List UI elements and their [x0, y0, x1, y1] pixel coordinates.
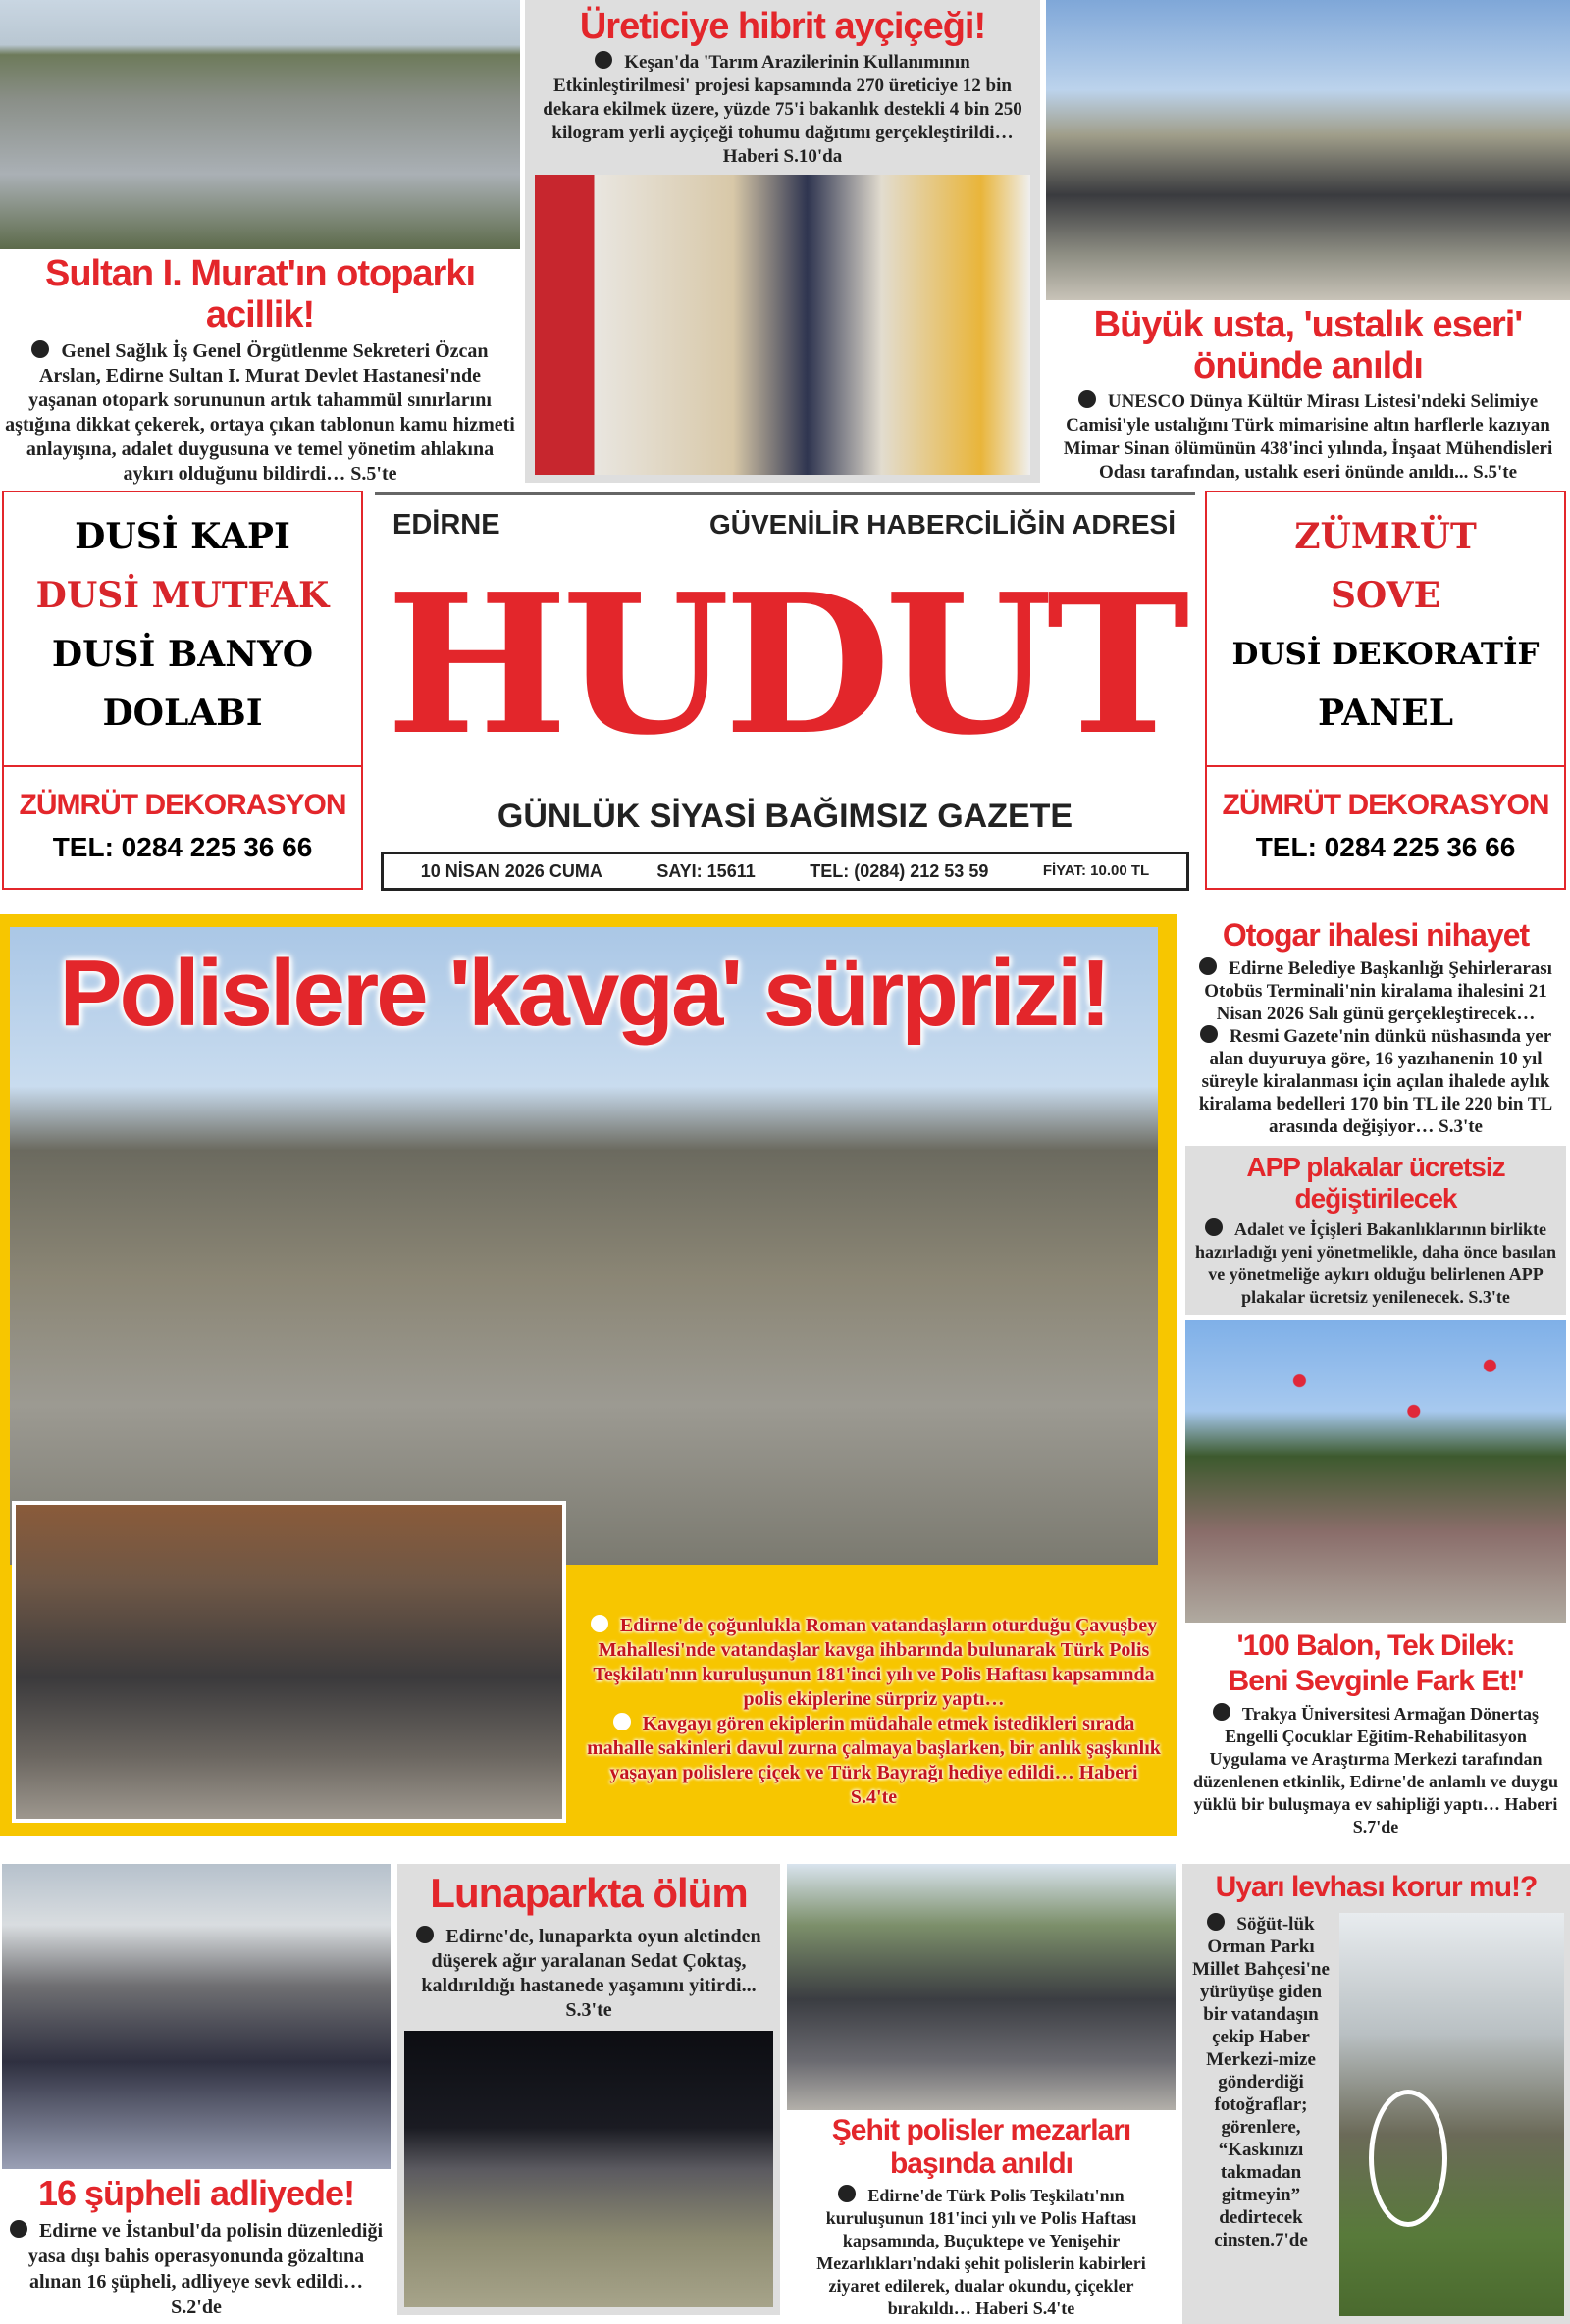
story-buyuk-usta: UNESCO Dünya Kültür Mirası Listesi'ndeki Selimiye Camisi'yle ustalığını Türk mimarisine altın harflerle kazıyan Mimar Sinan ölümünün 438'inci yılında, İnşaat Mühendisleri Odası tarafından, ustalık eseri önünde anıldı... S.5'te	[1063, 391, 1553, 483]
story-ayicegi: Keşan'da 'Tarım Arazilerinin Kullanımının Etkinleştirilmesi' projesi kapsamında 270 üreticiye 12 bin dekara ekilmek üzere, yüzde 75'i bakanlık destekli 4 bin 250 kilogram yerli ayçiçeği tohumu dağıtımı gerçekleştirildi… Haberi S.10'da	[543, 52, 1022, 167]
ad-line: SOVE	[1330, 575, 1441, 616]
bullet-icon	[613, 1713, 631, 1730]
story-buyuk-usta-column	[1046, 0, 1570, 485]
story-app: Adalet ve İçişleri Bakanlıklarının birlikte hazırladığı yeni yönetmelikle, daha önce basılan ve yönetmeliğe aykırı olduğu belirlenen APP plakalar ücretsiz yenilenecek. S.3'te	[1194, 1219, 1557, 1307]
right-news-column	[1183, 916, 1568, 1838]
story-supheli-column	[2, 1864, 391, 2324]
ad-line: DOLABI	[102, 693, 263, 734]
masthead-logo[interactable]: HUDUT	[386, 552, 1184, 778]
ad-line: DUSİ KAPI	[75, 516, 290, 557]
balloons-photo[interactable]	[1185, 1320, 1566, 1623]
headline-ayicegi[interactable]: Üreticiye hibrit ayçiçeği!	[579, 6, 986, 47]
highlight-circle	[1369, 2090, 1447, 2227]
headline-supheli[interactable]: 16 şüpheli adliyede!	[37, 2173, 355, 2213]
parking-lot-photo	[0, 0, 520, 249]
masthead	[375, 492, 1195, 895]
bullet-icon	[595, 51, 612, 69]
ad-line: DUSİ DEKORATİF	[1231, 637, 1540, 672]
bullet-icon	[1078, 390, 1096, 408]
story-balon: Trakya Üniversitesi Armağan Dönertaş Engelli Çocuklar Eğitim-Rehabilitasyon Uygulama ve Araştırma Merkezi tarafından düzenlenen etkinlik, Edirne'de anlamlı ve duygu yüklü bir buluşmaya ev sahipliği yaptı… Haberi S.7'de	[1192, 1704, 1559, 1836]
ad-brand: ZÜMRÜT DEKORASYON	[1222, 789, 1549, 821]
ad-line: ZÜMRÜT	[1294, 516, 1477, 557]
ad-line: DUSİ BANYO	[51, 634, 314, 675]
story-otogar: Edirne Belediye Başkanlığı Şehirlerarası Otobüs Terminali'nin kiralama ihalesini 21 Nisan 2026 Salı günü gerçekleştirecek… Resmi Gazete'nin dünkü nüshasında yer alan duyuruya göre, 16 yazıhanenin 10 yıl süreyle kiralanması için açılan ihalede aylık kiralama bedelleri 170 bin TL ile 220 bin TL arasında değişiyor… S.3'te	[1198, 958, 1553, 1137]
ad-phone: TEL: 0284 225 36 66	[1255, 832, 1516, 862]
story-sehit: Edirne'de Türk Polis Teşkilatı'nın kuruluşunun 181'inci yılı ve Polis Haftası kapsamında, Buçuktepe ve Yenişehir Mezarlıkları'ndaki şehit polislerin kabirleri ziyaret edilerek, dualar okundu, çiçekler bırakıldı… Haberi S.4'te	[816, 2186, 1146, 2318]
suspects-courthouse-photo[interactable]	[2, 1864, 391, 2169]
warning-sign-park-photo[interactable]	[1339, 1913, 1564, 2316]
bullet-icon	[1200, 1025, 1218, 1043]
headline-balon[interactable]: '100 Balon, Tek Dilek: Beni Sevginle Fark Et!'	[1228, 1629, 1524, 1697]
lead-headline[interactable]: Polislere 'kavga' sürprizi!	[59, 941, 1109, 1046]
ad-brand: ZÜMRÜT DEKORASYON	[19, 789, 346, 821]
masthead-subtitle: GÜNLÜK SİYASİ BAĞIMSIZ GAZETE	[497, 798, 1073, 835]
issue-number: SAYI: 15611	[656, 861, 756, 881]
ad-line: DUSİ MUTFAK	[35, 575, 330, 616]
headline-luna[interactable]: Lunaparkta ölüm	[430, 1870, 748, 1916]
bullet-icon	[838, 2185, 856, 2202]
story-otopark-column	[0, 0, 520, 487]
masthead-info-bar	[381, 852, 1189, 891]
bullet-icon	[591, 1615, 608, 1632]
price: FİYAT: 10.00 TL	[1042, 862, 1150, 879]
bullet-icon	[31, 340, 49, 358]
masthead-phone: TEL: (0284) 212 53 59	[810, 861, 989, 881]
masthead-slogan: GÜVENİLİR HABERCİLİĞİN ADRESİ	[709, 509, 1176, 540]
headline-otopark[interactable]: Sultan I. Murat'ın otoparkı acillik!	[44, 253, 476, 336]
issue-date: 10 NİSAN 2026 CUMA	[420, 861, 602, 881]
story-sehit-column	[787, 1864, 1176, 2324]
story-luna: Edirne'de, lunaparkta oyun aletinden düşerek ağır yaralanan Sedat Çoktaş, kaldırıldığı hastanede yaşamını yitirdi... S.3'te	[404, 1925, 773, 2023]
bullet-icon	[1205, 1218, 1223, 1236]
headline-app[interactable]: APP plakalar ücretsiz değiştirilecek	[1246, 1152, 1505, 1214]
ad-left[interactable]	[2, 491, 363, 890]
story-levha-box	[1182, 1864, 1570, 2324]
headline-otogar[interactable]: Otogar ihalesi nihayet	[1222, 917, 1530, 953]
bullet-icon	[10, 2220, 27, 2238]
story-ayicegi-box	[525, 0, 1040, 483]
mimar-sinan-statue-photo	[1046, 0, 1570, 300]
bullet-icon	[1213, 1703, 1230, 1721]
masthead-city: EDİRNE	[392, 509, 500, 541]
bullet-icon	[416, 1926, 434, 1943]
martyr-graves-photo[interactable]	[787, 1864, 1176, 2110]
headline-buyuk-usta[interactable]: Büyük usta, 'ustalık eseri' önünde anıldı	[1093, 304, 1523, 387]
headline-sehit[interactable]: Şehit polisler mezarları başında anıldı	[831, 2114, 1131, 2180]
story-otopark: Genel Sağlık İş Genel Örgütlenme Sekreteri Özcan Arslan, Edirne Sultan I. Murat Devlet Hastanesi'nde yaşanan otopark sorununun artık tahammül sınırlarını aştığına dikkat çekerek, ortaya çıkan tablonun kamu hizmeti anlayışına, adalet duygusuna ve temel yönetim ahlakına aykırı olduğunu bildirdi… S.5'te	[5, 340, 515, 485]
story-levha: Söğüt-lük Orman Parkı Millet Bahçesi'ne yürüyüşe giden bir vatandaşın çekip Haber Merkezi-mize gönderdiği fotoğraflar; görenlere, “Kaskınızı takmadan gitmeyin” dedirtecek cinsten.7'de	[1192, 1914, 1330, 2250]
story-supheli: Edirne ve İstanbul'da polisin düzenlediği yasa dışı bahis operasyonunda gözaltına alınan 16 şüpheli, adliyeye sevk edildi… S.2'de	[2, 2218, 391, 2324]
story-app-box	[1185, 1146, 1566, 1315]
bullet-icon	[1199, 957, 1217, 975]
ad-line: PANEL	[1317, 693, 1454, 734]
bullet-icon	[1207, 1913, 1225, 1931]
seed-ceremony-photo	[535, 175, 1030, 475]
ad-phone: TEL: 0284 225 36 66	[52, 832, 313, 862]
ad-right[interactable]	[1205, 491, 1566, 890]
lead-story-text: Edirne'de çoğunlukla Roman vatandaşların oturduğu Çavuşbey Mahallesi'nde vatandaşlar kavga ihbarında bulunarak Türk Polis Teşkilatı'nın kuruluşunun 181'inci yılı ve Polis Haftası kapsamında polis ekiplerine sürpriz yaptı… Kavgayı gören ekiplerin müdahale etmek istedikleri sırada mahalle sakinleri davul zurna çalmaya başlarken, bir anlık şaşkınlık yaşayan polislere çiçek ve Türk Bayrağı hediye edildi… Haberi S.4'te	[587, 1615, 1161, 1808]
story-luna-box	[397, 1864, 780, 2315]
headline-levha[interactable]: Uyarı levhası korur mu!?	[1215, 1871, 1538, 1903]
amusement-park-photo[interactable]	[404, 2031, 773, 2307]
flowers-to-police-photo[interactable]	[12, 1501, 566, 1823]
